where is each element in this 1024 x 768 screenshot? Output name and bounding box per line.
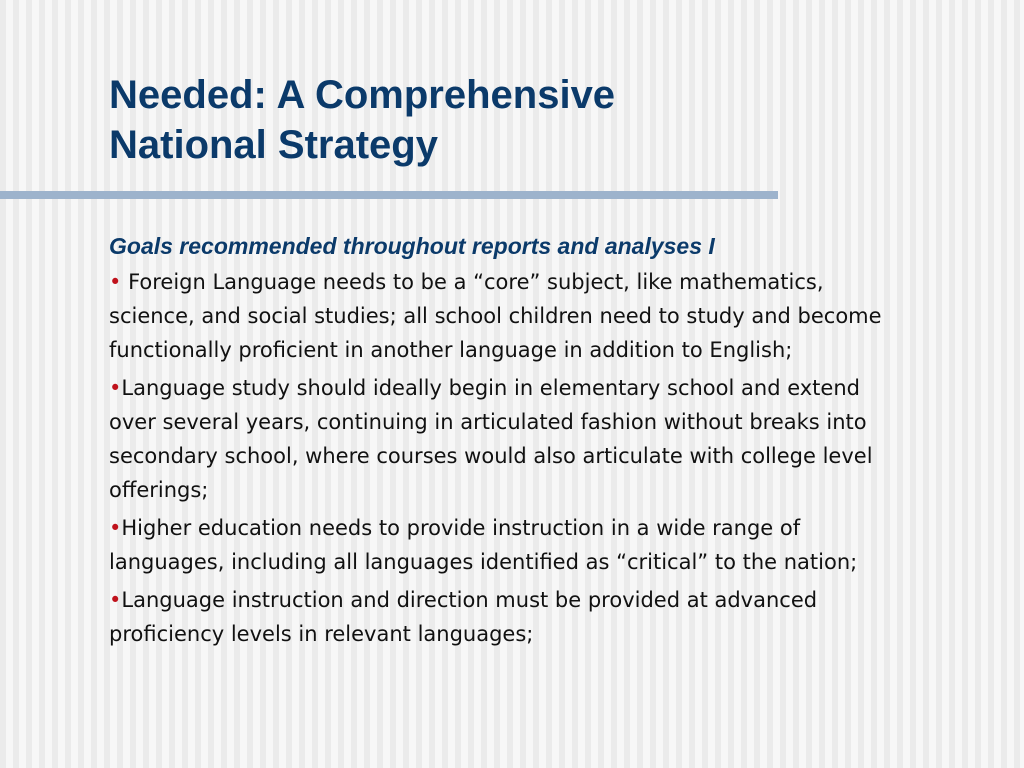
goals-subheading: Goals recommended throughout reports and analyses I xyxy=(109,233,715,259)
bullet-dot-icon: • xyxy=(109,270,122,294)
bullet-item-higher-education xyxy=(109,511,899,579)
bullet-text: Language instruction and direction must be provided at advanced proficiency levels in relevant languages; xyxy=(109,588,818,646)
slide-title xyxy=(109,70,889,170)
bullet-dot-icon: • xyxy=(109,588,122,612)
bullet-dot-icon: • xyxy=(109,376,122,400)
bullet-item-advanced-proficiency xyxy=(109,583,899,651)
bullet-text: Foreign Language needs to be a “core” subject, like mathematics, science, and social studies; all school children need to study and become functionally proficient in another language in addition to English; xyxy=(109,270,882,362)
bullet-item-core-subject xyxy=(109,265,899,367)
bullet-text: Language study should ideally begin in elementary school and extend over several years, continuing in articulated fashion without breaks into secondary school, where courses would also articulate with college level offerings; xyxy=(109,376,873,502)
bullet-text: Higher education needs to provide instruction in a wide range of languages, including all languages identified as “critical” to the nation; xyxy=(109,516,858,574)
slide-title-line-2: National Strategy xyxy=(109,123,438,167)
bullet-dot-icon: • xyxy=(109,516,122,540)
goals-bullet-list xyxy=(109,265,899,655)
bullet-item-elementary-start xyxy=(109,371,899,507)
title-divider xyxy=(0,191,778,199)
slide-title-line-1: Needed: A Comprehensive xyxy=(109,73,616,117)
